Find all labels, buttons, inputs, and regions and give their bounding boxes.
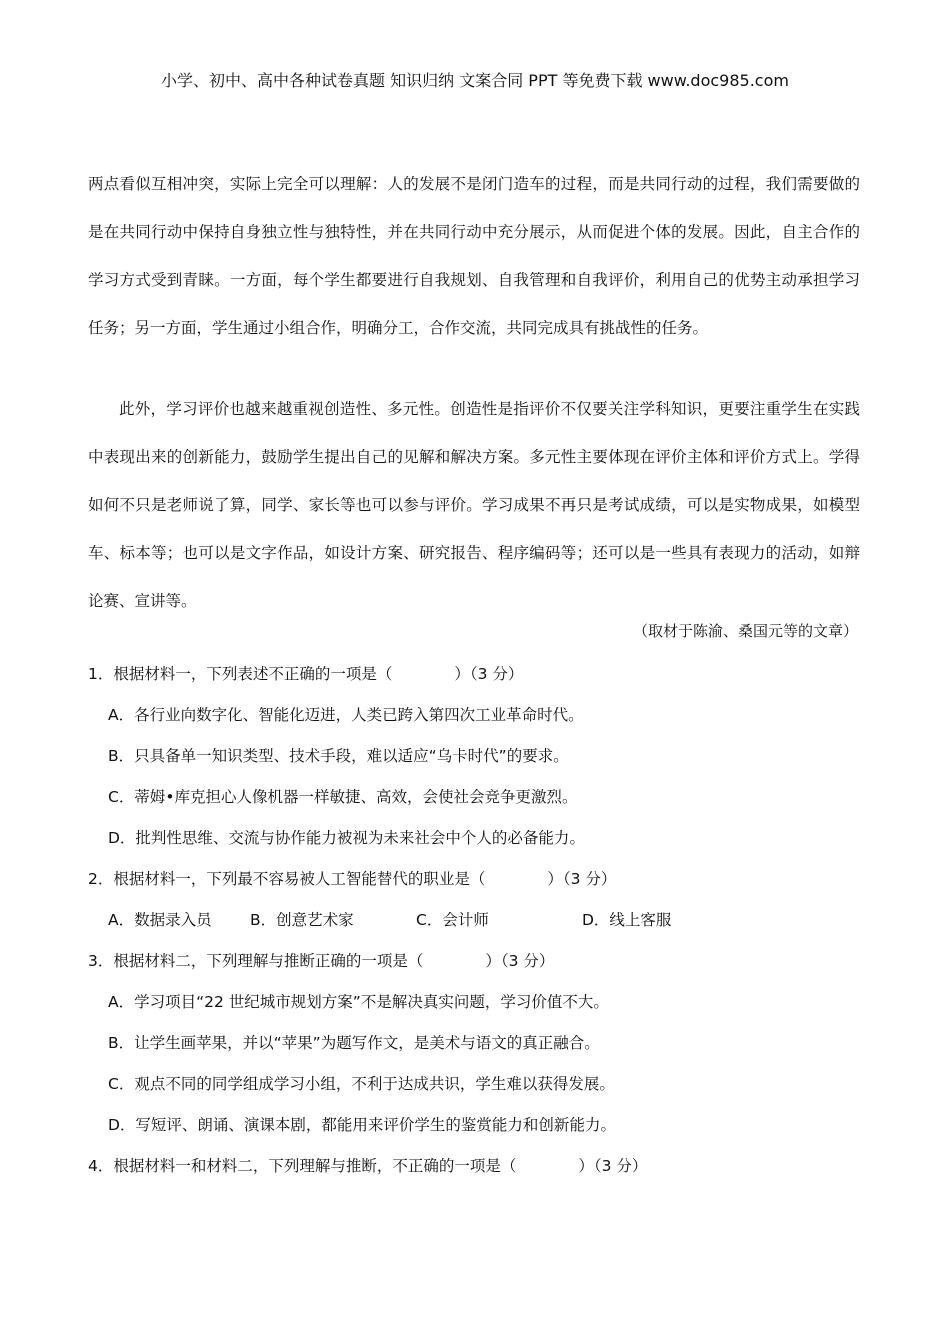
question-3-stem: 3．根据材料二，下列理解与推断正确的一项是（ ）（3 分） [88,952,555,970]
question-1-option-d: D．批判性思维、交流与协作能力被视为未来社会中个人的必备能力。 [108,829,585,847]
source-citation: （取材于陈渝、桑国元等的文章） [632,622,858,640]
question-2-stem: 2．根据材料一，下列最不容易被人工智能替代的职业是（ ）（3 分） [88,870,617,888]
question-1-option-b: B．只具备单一知识类型、技术手段，难以适应“乌卡时代”的要求。 [108,747,569,765]
passage-paragraph-2: 此外，学习评价也越来越重视创造性、多元性。创造性是指评价不仅要关注学科知识，更要注重学生在实践中表现出来的创新能力，鼓励学生提出自己的见解和解决方案。多元性主要体现在评价主体和评价方式上。学得如何不只是老师说了算，同学、家长等也可以参与评价。学习成果不再只是考试成绩，可以是实物成果，如模型车、标本等；也可以是文字作品，如设计方案、研究报告、程序编码等；还可以是一些具有表现力的活动，如辩论赛、宣讲等。 [88,400,860,610]
question-1-option-c: C．蒂姆•库克担心人像机器一样敏捷、高效，会使社会竞争更激烈。 [108,788,578,806]
question-3-option-d: D．写短评、朗诵、演课本剧，都能用来评价学生的鉴赏能力和创新能力。 [108,1116,616,1134]
question-2-option-c: C．会计师 [416,911,489,929]
question-3-option-b: B．让学生画苹果，并以“苹果”为题写作文，是美术与语文的真正融合。 [108,1034,600,1052]
question-1-stem: 1．根据材料一，下列表述不正确的一项是（ ）（3 分） [88,665,524,683]
question-3-option-a: A．学习项目“22 世纪城市规划方案”不是解决真实问题，学习价值不大。 [108,993,609,1011]
passage-paragraph-1: 两点看似互相冲突，实际上完全可以理解：人的发展不是闭门造车的过程，而是共同行动的过程，我们需要做的是在共同行动中保持自身独立性与独特性，并在共同行动中充分展示，从而促进个体的发展。因此，自主合作的学习方式受到青睐。一方面，每个学生都要进行自我规划、自我管理和自我评价，利用自己的优势主动承担学习任务；另一方面，学生通过小组合作，明确分工，合作交流，共同完成具有挑战性的任务。 [88,175,860,337]
question-2-options [88,900,868,941]
question-1-option-a: A．各行业向数字化、智能化迈进，人类已跨入第四次工业革命时代。 [108,706,584,724]
question-2-option-b: B．创意艺术家 [250,911,354,929]
question-4-stem: 4．根据材料一和材料二，下列理解与推断，不正确的一项是（ ）（3 分） [88,1157,648,1175]
page-header: 小学、初中、高中各种试卷真题 知识归纳 文案合同 PPT 等免费下载 www.doc985.com [161,71,789,90]
question-3-option-c: C．观点不同的同学组成学习小组，不利于达成共识，学生难以获得发展。 [108,1075,615,1093]
question-2-option-d: D．线上客服 [582,911,672,929]
question-list [88,654,868,1187]
question-2-option-a: A．数据录入员 [108,911,212,929]
